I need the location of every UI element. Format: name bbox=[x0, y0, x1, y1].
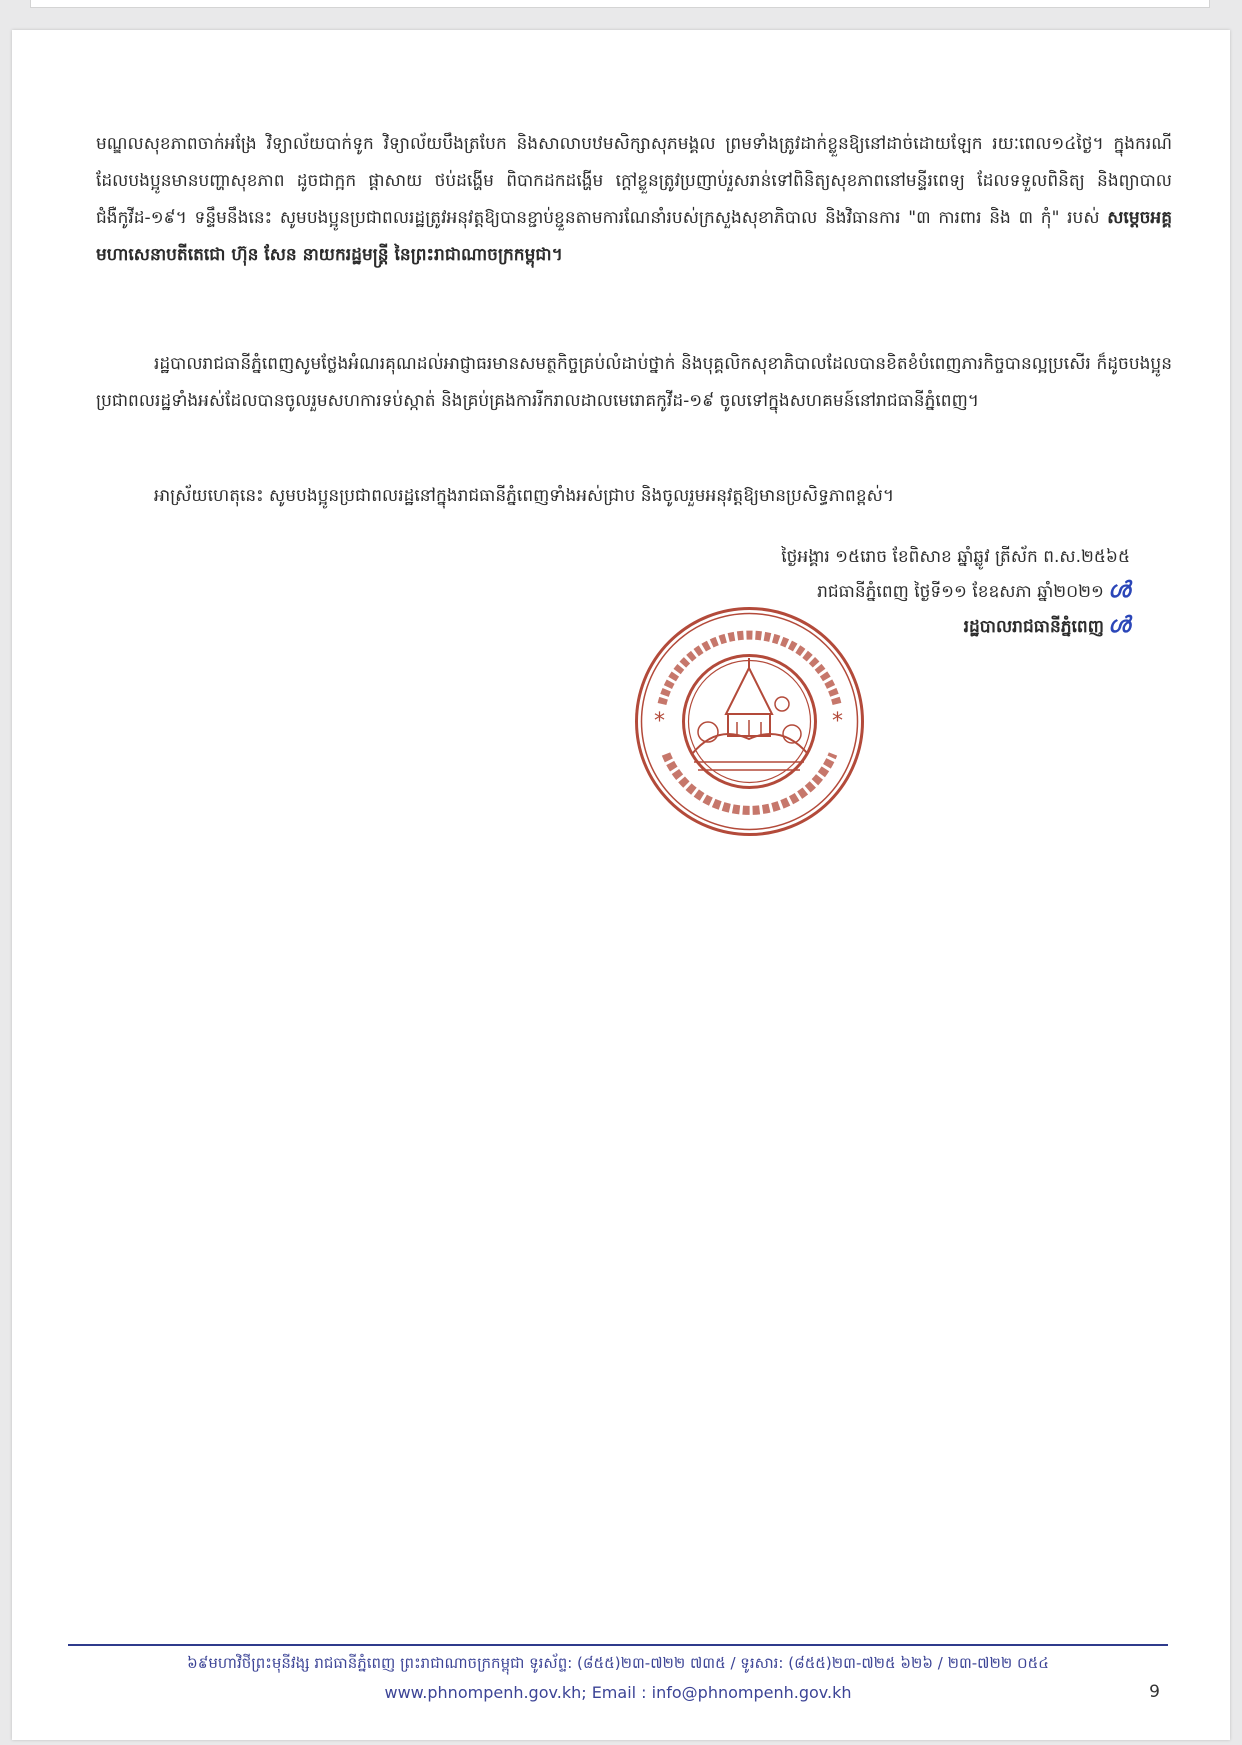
official-seal-icon bbox=[632, 604, 867, 839]
handwritten-initial-1: ൾ bbox=[1107, 578, 1130, 603]
signatory-name: រដ្ឋបាលរាជធានីភ្នំពេញ bbox=[963, 617, 1104, 637]
paragraph-1 bbox=[96, 126, 1172, 274]
svg-text:*: * bbox=[654, 709, 665, 734]
paragraph-2: រដ្ឋបាលរាជធានីភ្នំពេញសូមថ្លែងអំណរគុណដល់អាជ្ញាធរមានសមត្ថកិច្ចគ្រប់លំដាប់ថ្នាក់ និងបុគ្គលិកសុខាភិបាលដែលបានខិតខំបំពេញភារកិច្ចបានល្អប្រសើរ ក៏ដូចបងប្អូនប្រជាពលរដ្ឋទាំងអស់ដែលបានចូលរួមសហការទប់ស្កាត់ និងគ្រប់គ្រងការរីករាលដាលមេរោគកូវីដ-១៩ ចូលទៅក្នុងសហគមន៍នៅរាជធានីភ្នំពេញ។ bbox=[96, 354, 1172, 411]
document-page bbox=[12, 30, 1230, 1740]
paragraph-3: អាស្រ័យហេតុនេះ សូមបងប្អូនប្រជាពលរដ្ឋនៅក្នុងរាជធានីភ្នំពេញទាំងអស់ជ្រាប និងចូលរួមអនុវត្តឱ្យមានប្រសិទ្ធភាពខ្ពស់។ bbox=[154, 486, 895, 506]
footer-contact: www.phnompenh.gov.kh; Email : info@phnompenh.gov.kh bbox=[384, 1683, 852, 1702]
paragraph-1-bold-text: សម្តេចអគ្គមហាសេនាបតីតេជោ ហ៊ុន សែន នាយករដ្ឋមន្ត្រី នៃព្រះរាជាណាចក្រកម្ពុជា។ bbox=[96, 208, 1172, 265]
lunar-date: ថ្ងៃអង្គារ ១៥រោច ខែពិសាខ ឆ្នាំឆ្លូវ ត្រីស័ក ព.ស.២៥៦៥ bbox=[781, 547, 1130, 567]
solar-date: រាជធានីភ្នំពេញ ថ្ងៃទី១១ ខែឧសភា ឆ្នាំ២០២១ bbox=[817, 582, 1104, 602]
page-number: 9 bbox=[1149, 1682, 1160, 1702]
footer-address: ៦៩មហាវិថីព្រះមុនីវង្ស រាជធានីភ្នំពេញ ព្រះរាជាណាចក្រកម្ពុជា ទូរស័ព្ទ: (៨៥៥)២៣-៧២២ ៧៣៥ / ទូរសារ: (៨៥៥)២៣-៧២៥ ៦២៦ / ២៣-៧២២ ០៥៤ bbox=[187, 1654, 1049, 1672]
svg-text:*: * bbox=[832, 709, 843, 734]
handwritten-initial-2: ൾ bbox=[1107, 613, 1130, 638]
paragraph-1-text: មណ្ឌលសុខភាពចាក់អង្រែ វិទ្យាល័យបាក់ទូក វិទ្យាល័យបឹងត្របែក និងសាលាបឋមសិក្សាសុភមង្គល ព្រមទាំងត្រូវដាក់ខ្លួនឱ្យនៅដាច់ដោយឡែក រយៈពេល១៤ថ្ងៃ។ ក្នុងករណីដែលបងប្អូនមានបញ្ហាសុខភាព ដូចជាក្អក ផ្តាសាយ ថប់ដង្ហើម ពិបាកដកដង្ហើម ក្តៅខ្លួនត្រូវប្រញាប់រួសរាន់ទៅពិនិត្យសុខភាពនៅមន្ទីរពេទ្យ ដែលទទួលពិនិត្យ និងព្យាបាលជំងឺកូវីដ-១៩។ ទន្ទឹមនឹងនេះ សូមបងប្អូនប្រជាពលរដ្ឋត្រូវអនុវត្តឱ្យបានខ្ជាប់ខ្ជួនតាមការណែនាំរបស់ក្រសួងសុខាភិបាល និងវិធានការ "៣ ការពារ និង ៣ កុំ" របស់ bbox=[96, 134, 1172, 228]
previous-page-edge bbox=[30, 0, 1210, 8]
footer-rule bbox=[68, 1644, 1168, 1646]
